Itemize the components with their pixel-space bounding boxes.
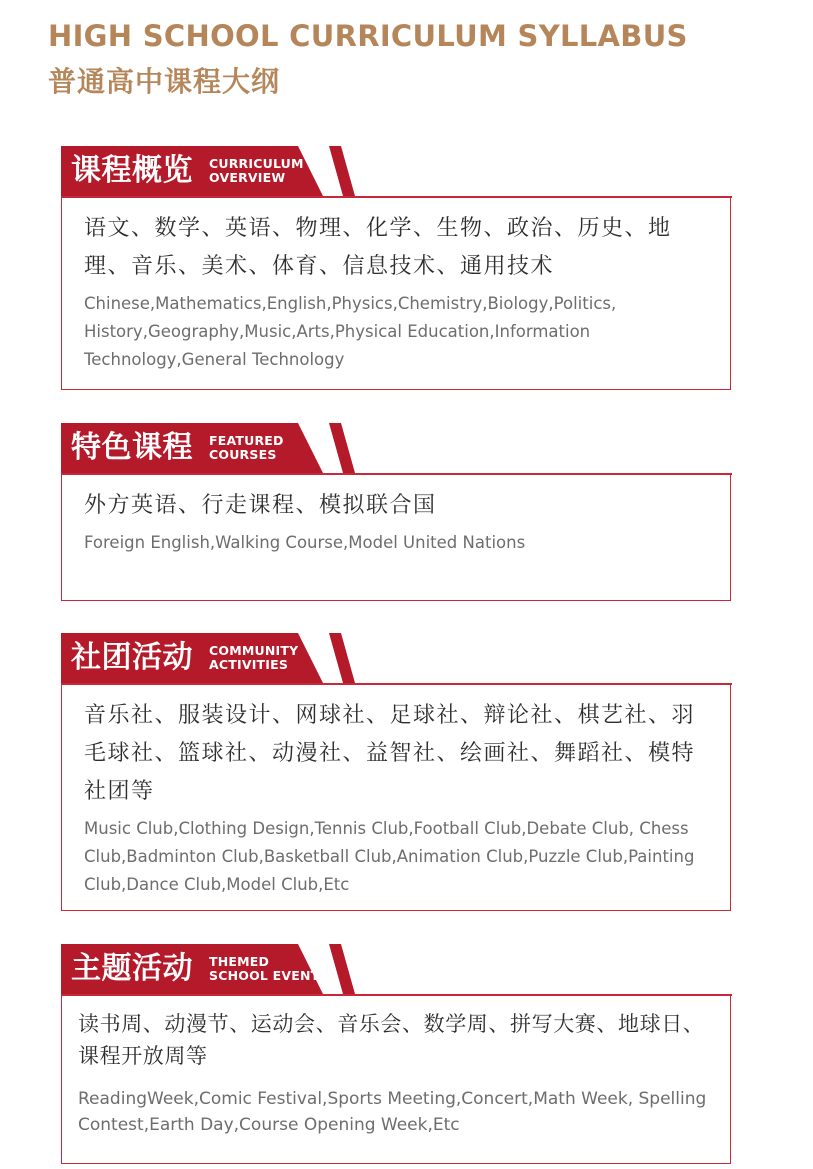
banner-stripe	[329, 633, 355, 683]
section-content-box	[61, 683, 731, 911]
section-body-cn: 音乐社、服装设计、网球社、足球社、辩论社、棋艺社、羽毛球社、篮球社、动漫社、益智社、绘画社、舞蹈社、模特社团等	[84, 703, 696, 804]
section-community-activities	[61, 633, 731, 911]
section-title-cn: 课程概览	[71, 153, 193, 188]
section-title-en-line1: FEATURED	[209, 433, 284, 448]
section-title-en-line2: OVERVIEW	[209, 170, 286, 185]
section-title-cn: 特色课程	[71, 430, 193, 465]
section-title-en	[209, 157, 304, 185]
section-title-en-line2: COURSES	[209, 447, 277, 462]
section-body-en: Chinese,Mathematics,English,Physics,Chemistry,Biology,Politics, History,Geography,Music,Arts,Physical Education,Information Technology,General Technology	[84, 294, 617, 369]
section-title-en-line2: SCHOOL EVENTS	[209, 968, 329, 983]
section-title-cn: 社团活动	[71, 640, 193, 675]
section-title-en-line2: ACTIVITIES	[209, 657, 289, 672]
section-themed-school-events	[61, 944, 731, 1164]
section-body-en: Foreign English,Walking Course,Model United Nations	[84, 533, 526, 552]
section-title-en	[209, 955, 329, 983]
page-title-en: HIGH SCHOOL CURRICULUM SYLLABUS	[48, 19, 688, 53]
section-title-en-line1: COMMUNITY	[209, 643, 299, 658]
banner-stripe	[329, 944, 355, 994]
section-body-en: ReadingWeek,Comic Festival,Sports Meeting,Concert,Math Week, Spelling Contest,Earth Day,Course Opening Week,Etc	[78, 1089, 707, 1135]
section-title-en-line1: CURRICULUM	[209, 156, 304, 171]
section-title-en	[209, 434, 284, 462]
section-header	[61, 944, 371, 994]
section-content-box	[61, 196, 731, 390]
section-body-en: Music Club,Clothing Design,Tennis Club,Football Club,Debate Club, Chess Club,Badminton Club,Basketball Club,Animation Club,Puzzle Club,Painting Club,Dance Club,Model Club,Etc	[84, 819, 695, 894]
section-title-cn: 主题活动	[71, 951, 193, 986]
section-title-en-line1: THEMED	[209, 954, 270, 969]
section-content-box	[61, 473, 731, 601]
section-content-box	[61, 994, 731, 1164]
page-title-cn: 普通高中课程大纲	[48, 65, 281, 98]
section-header	[61, 423, 371, 473]
banner-stripe	[329, 423, 355, 473]
section-curriculum-overview	[61, 146, 731, 390]
section-body-cn: 外方英语、行走课程、模拟联合国	[84, 493, 437, 518]
section-header	[61, 633, 371, 683]
section-featured-courses	[61, 423, 731, 601]
section-title-en	[209, 644, 298, 672]
section-body-cn: 读书周、动漫节、运动会、音乐会、数学周、拼写大赛、地球日、课程开放周等	[78, 1012, 705, 1068]
page-header	[48, 18, 793, 100]
section-header	[61, 146, 371, 196]
section-body-cn: 语文、数学、英语、物理、化学、生物、政治、历史、地理、音乐、美术、体育、信息技术、通用技术	[84, 216, 672, 279]
banner-stripe	[329, 146, 355, 196]
